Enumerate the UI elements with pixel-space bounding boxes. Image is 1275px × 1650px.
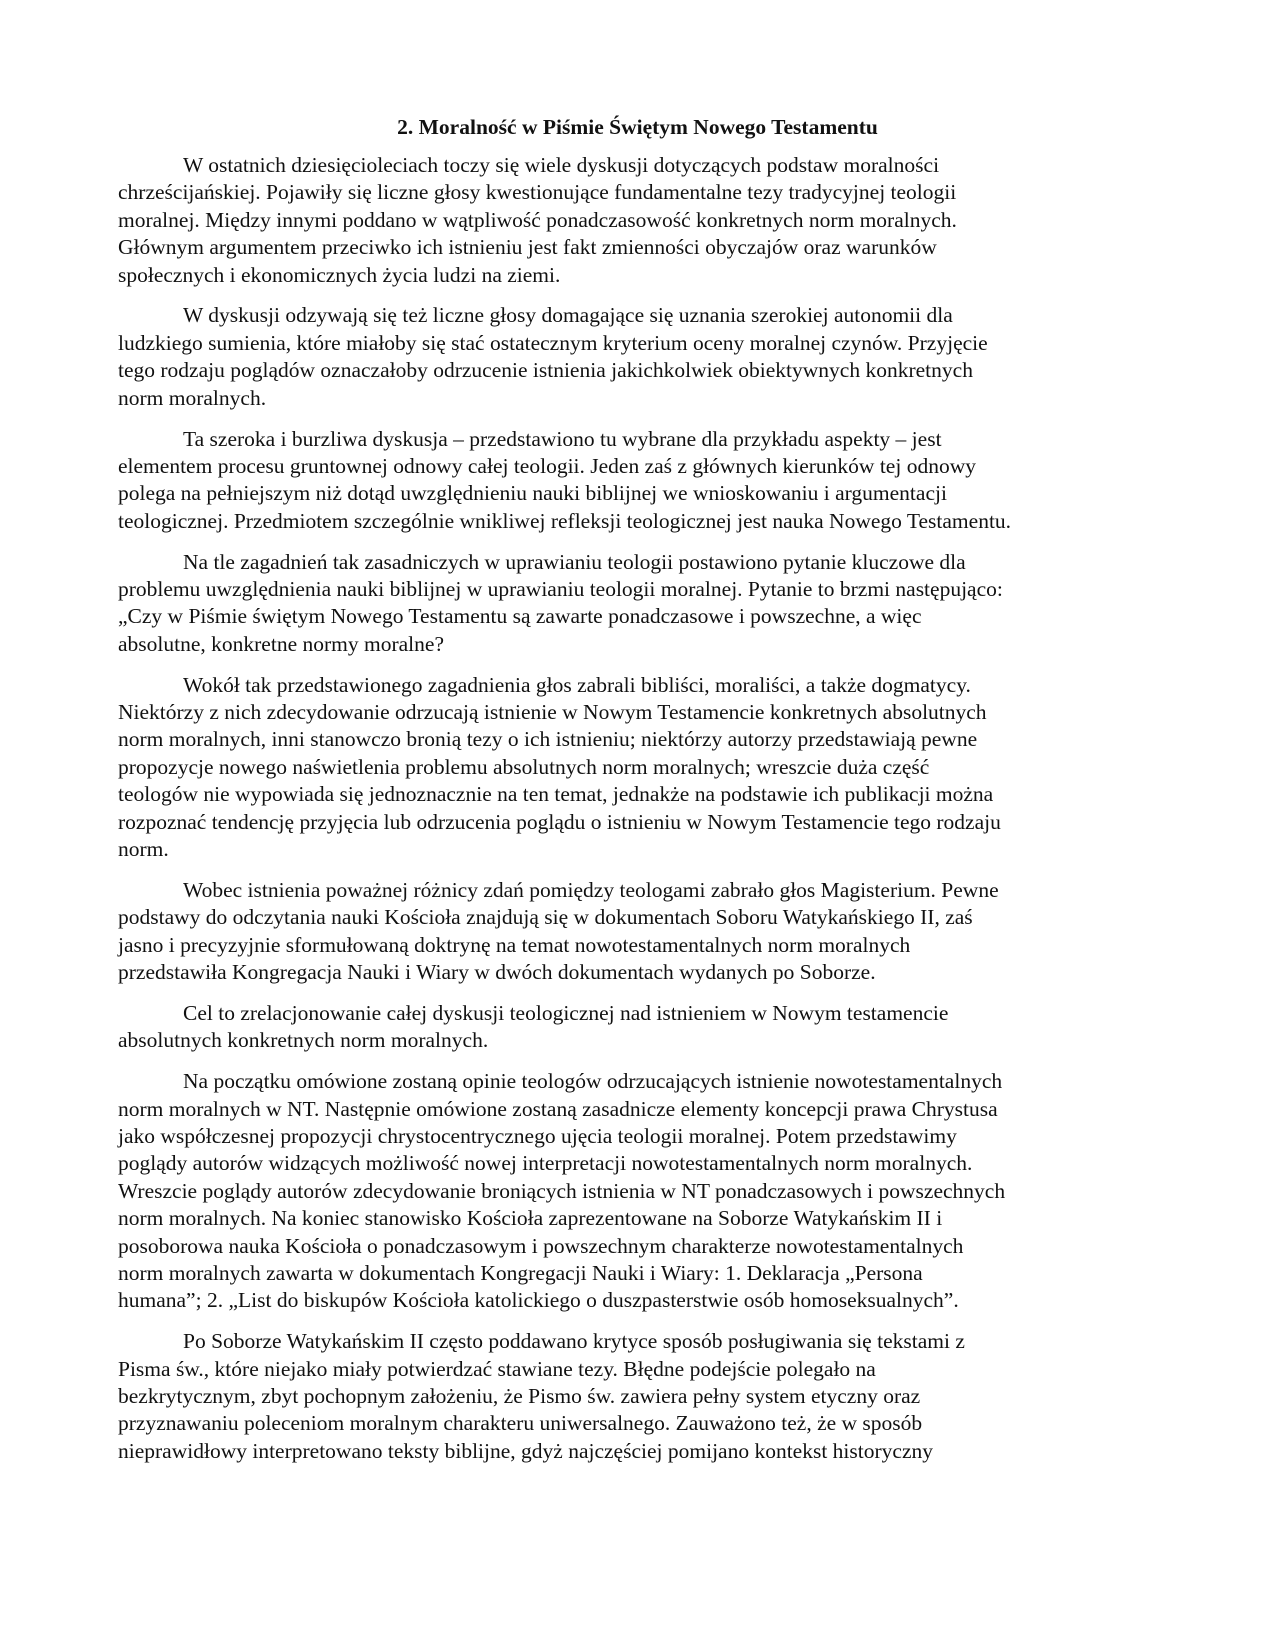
text-line: Wreszcie poglądy autorów zdecydowanie broniących istnienia w NT ponadczasowych i powszechnych	[118, 1178, 1006, 1203]
text-line: W ostatnich dziesięcioleciach toczy się wiele dyskusji dotyczących podstaw moralności	[183, 153, 940, 177]
document-body	[118, 152, 1178, 1479]
text-line: elementem procesu gruntownej odnowy całej teologii. Jeden zaś z głównych kierunków tej odnowy	[118, 453, 976, 478]
paragraph-5	[118, 672, 1178, 864]
text-line: teologów nie wypowiada się jednoznacznie na ten temat, jednakże na podstawie ich publikacji można	[118, 782, 994, 807]
text-line: Cel to zrelacjonowanie całej dyskusji teologicznej nad istnieniem w Nowym testamencie	[183, 1000, 949, 1025]
text-line: Głównym argumentem przeciwko ich istnieniu jest fakt zmienności obyczajów oraz warunków	[118, 235, 937, 260]
text-line: Ta szeroka i burzliwa dyskusja – przedstawiono tu wybrane dla przykładu aspekty – jest	[183, 426, 942, 451]
text-line: moralnej. Między innymi poddano w wątpliwość ponadczasowość konkretnych norm moralnych.	[118, 207, 957, 232]
text-line: społecznych i ekonomicznych życia ludzi na ziemi.	[118, 262, 561, 287]
text-line: bezkrytycznym, zbyt pochopnym założeniu, że Pismo św. zawiera pełny system etyczny oraz	[118, 1384, 921, 1409]
text-line: problemu uwzględnienia nauki biblijnej w uprawianiu teologii moralnej. Pytanie to brzmi następująco:	[118, 576, 1003, 601]
text-line: Niektórzy z nich zdecydowanie odrzucają istnienie w Nowym Testamencie konkretnych absolutnych	[118, 700, 987, 725]
section-title: 2. Moralność w Piśmie Świętym Nowego Testamentu	[397, 115, 878, 139]
paragraph-9	[118, 1328, 1178, 1465]
paragraph-2	[118, 302, 1178, 412]
text-line: humana”; 2. „List do biskupów Kościoła katolickiego o duszpasterstwie osób homoseksualnych”.	[118, 1288, 959, 1313]
text-line: Pisma św., które niejako miały potwierdzać stawiane tezy. Błędne podejście polegało na	[118, 1356, 876, 1381]
text-line: norm moralnych.	[118, 385, 267, 410]
text-line: tego rodzaju poglądów oznaczałoby odrzucenie istnienia jakichkolwiek obiektywnych konkretnych	[118, 358, 973, 383]
text-line: Wokół tak przedstawionego zagadnienia głos zabrali bibliści, moraliści, a także dogmatycy.	[183, 672, 971, 697]
text-line: jako współczesnej propozycji chrystocentrycznego ujęcia teologii moralnej. Potem przedstawimy	[118, 1124, 957, 1148]
text-line: poglądy autorów widzących możliwość nowej interpretacji nowotestamentalnych norm moralnych.	[118, 1151, 973, 1176]
paragraph-7	[118, 1000, 1178, 1055]
text-line: norm moralnych zawarta w dokumentach Kongregacji Nauki i Wiary: 1. Deklaracja „Persona	[118, 1260, 923, 1285]
text-line: absolutne, konkretne normy moralne?	[118, 631, 444, 656]
text-line: nieprawidłowy interpretowano teksty biblijne, gdyż najczęściej pomijano kontekst historyczny	[118, 1438, 933, 1463]
text-line: propozycje nowego naświetlenia problemu absolutnych norm moralnych; wreszcie duża część	[118, 754, 930, 779]
text-line: Po Soborze Watykańskim II często poddawano krytyce sposób posługiwania się tekstami z	[183, 1329, 965, 1354]
text-line: rozpoznać tendencję przyjęcia lub odrzucenia poglądu o istnieniu w Nowym Testamencie tego rodzaju	[118, 809, 1001, 834]
paragraph-3	[118, 426, 1178, 536]
text-line: teologicznej. Przedmiotem szczególnie wnikliwej refleksji teologicznej jest nauka Nowego Testamentu.	[118, 508, 1012, 533]
paragraph-8	[118, 1068, 1178, 1315]
text-line: absolutnych konkretnych norm moralnych.	[118, 1028, 489, 1053]
text-line: Wobec istnienia poważnej różnicy zdań pomiędzy teologami zabrało głos Magisterium. Pewne	[183, 877, 999, 902]
text-line: W dyskusji odzywają się też liczne głosy domagające się uznania szerokiej autonomii dla	[183, 303, 953, 328]
text-line: Na początku omówione zostaną opinie teologów odrzucających istnienie nowotestamentalnych	[183, 1069, 1003, 1094]
text-line: podstawy do odczytania nauki Kościoła znajdują się w dokumentach Soboru Watykańskiego II, zaś	[118, 905, 973, 930]
text-line: norm moralnych, inni stanowczo bronią tezy o ich istnieniu; niektórzy autorzy przedstawiają pewne	[118, 727, 978, 752]
paragraph-6	[118, 877, 1178, 987]
paragraph-1	[118, 152, 1178, 289]
text-line: przedstawiła Kongregacja Nauki i Wiary w dwóch dokumentach wydanych po Soborze.	[118, 960, 876, 985]
text-line: przyznawaniu poleceniom moralnym charakteru uniwersalnego. Zauważono też, że w sposób	[118, 1411, 923, 1436]
text-line: ludzkiego sumienia, które miałoby się stać ostatecznym kryterium oceny moralnej czynów. Przyjęcie	[118, 330, 988, 355]
text-line: polega na pełniejszym niż dotąd uwzględnieniu nauki biblijnej we wnioskowaniu i argumentacji	[118, 481, 947, 506]
text-line: Na tle zagadnień tak zasadniczych w uprawianiu teologii postawiono pytanie kluczowe dla	[183, 549, 966, 574]
text-line: jasno i precyzyjnie sformułowaną doktrynę na temat nowotestamentalnych norm moralnych	[118, 932, 911, 957]
text-line: chrześcijańskiej. Pojawiły się liczne głosy kwestionujące fundamentalne tezy tradycyjnej teologii	[118, 180, 957, 205]
text-line: „Czy w Piśmie świętym Nowego Testamentu są zawarte ponadczasowe i powszechne, a więc	[118, 604, 922, 629]
text-line: posoborowa nauka Kościoła o ponadczasowym i powszechnym charakterze nowotestamentalnych	[118, 1233, 964, 1258]
text-line: norm moralnych w NT. Następnie omówione zostaną zasadnicze elementy koncepcji prawa Chrystusa	[118, 1096, 998, 1121]
text-line: norm.	[118, 836, 169, 861]
text-line: norm moralnych. Na koniec stanowisko Kościoła zaprezentowane na Soborze Watykańskim II i	[118, 1206, 943, 1231]
paragraph-4	[118, 549, 1178, 659]
